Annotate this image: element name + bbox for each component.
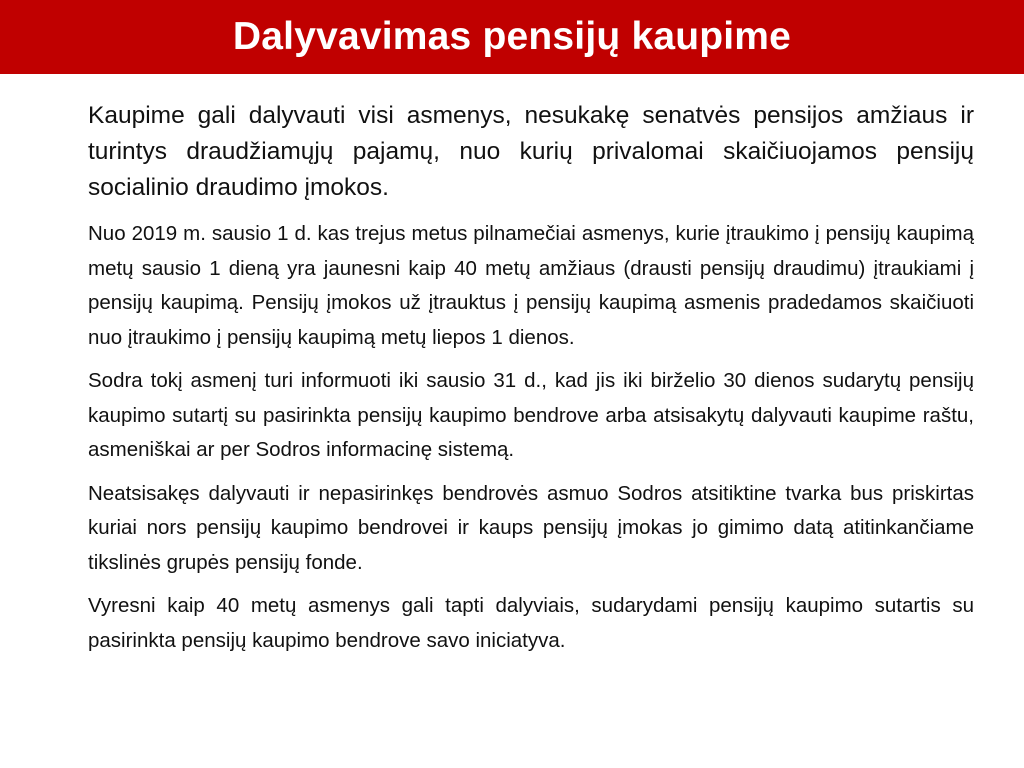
paragraph-older-participants: Vyresni kaip 40 metų asmenys gali tapti dalyviais, sudarydami pensijų kaupimo sutartis su pasirinkta pensijų kaupimo bendrove savo iniciatyva. [88,594,974,652]
paragraph-intro: Kaupime gali dalyvauti visi asmenys, nesukakę senatvės pensijos amžiaus ir turintys draudžiamųjų pajamų, nuo kurių privalomai skaičiuojamos pensijų socialinio draudimo įmokos. [88,102,974,201]
paragraph-enrollment: Nuo 2019 m. sausio 1 d. kas trejus metus pilnamečiai asmenys, kurie įtraukimo į pensijų kaupimą metų sausio 1 dieną yra jaunesni kaip 40 metų amžiaus (drausti pensijų draudimu) įtraukiami į pensijų kaupimą. Pensijų įmokos už įtrauktus į pensijų kaupimą asmenis pradedamos skaičiuoti nuo įtraukimo į pensijų kaupimą metų liepos 1 dienos. [88,222,974,349]
slide-content [88,98,974,667]
paragraph-notification: Sodra tokį asmenį turi informuoti iki sausio 31 d., kad jis iki birželio 30 dienos sudarytų pensijų kaupimo sutartį su pasirinkta pensijų kaupimo bendrove arba atsisakytų dalyvauti kaupime raštu, asmeniškai ar per Sodros informacinę sistemą. [88,369,974,461]
slide-title: Dalyvavimas pensijų kaupime [232,15,792,58]
title-bar [0,0,1024,74]
paragraph-random-assignment: Neatsisakęs dalyvauti ir nepasirinkęs bendrovės asmuo Sodros atsitiktine tvarka bus priskirtas kuriai nors pensijų kaupimo bendrovei ir kaups pensijų įmokas jo gimimo datą atitinkančiame tikslinės grupės pensijų fonde. [88,481,974,574]
